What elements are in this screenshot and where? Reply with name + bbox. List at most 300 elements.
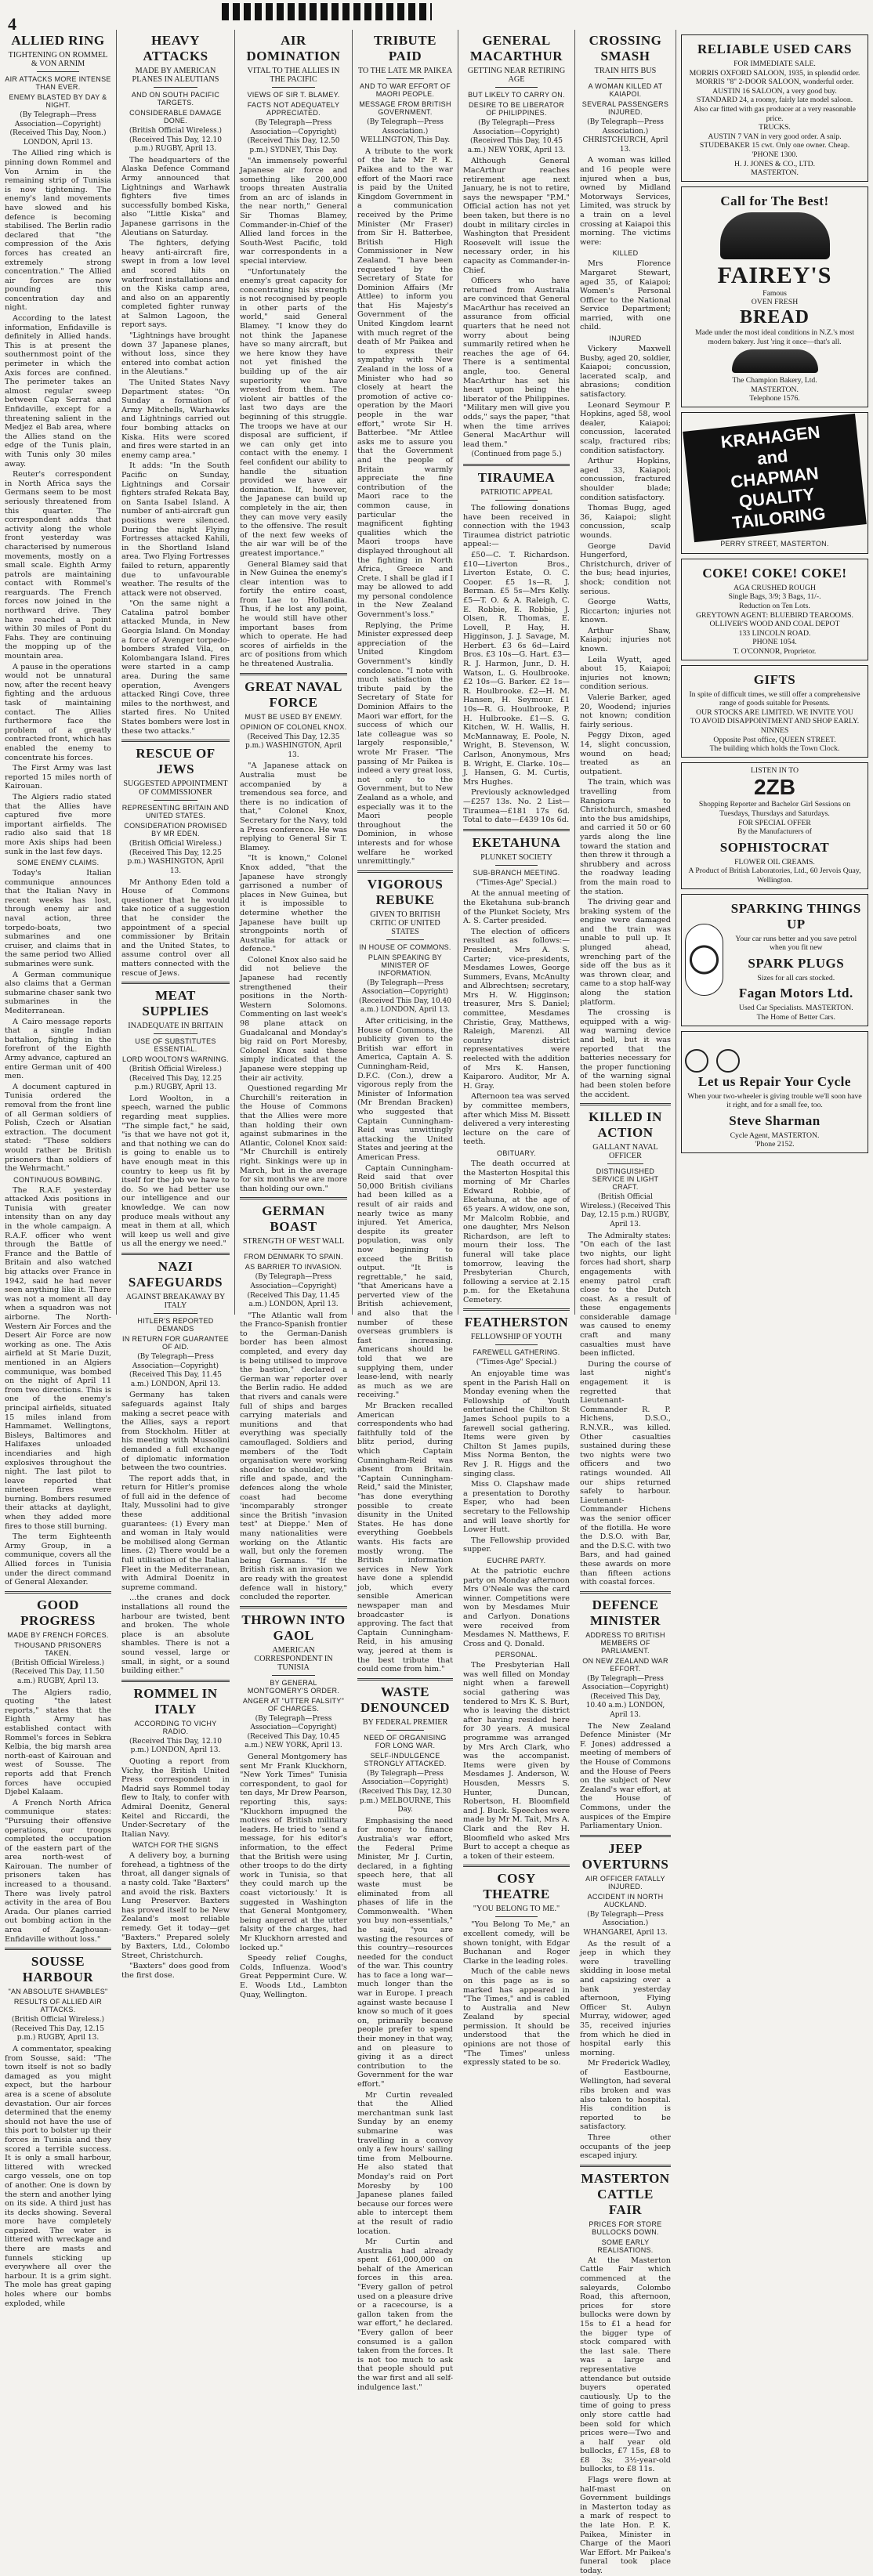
ad-line: SOPHISTOCRAT [719, 839, 830, 855]
paragraph: A pause in the operations would not be unnatural now, after the recent heavy fighting and the arduous task of maintaining contact. The Allies furthermore face the problem of a greatly contracted front, which has enabled the enemy to concentrate his forces. [5, 662, 111, 762]
headline: GERMAN BOAST [262, 1203, 325, 1235]
advertisement [681, 559, 868, 660]
rule [607, 78, 643, 79]
divider [357, 870, 453, 873]
ad-line: Telephone 1576. [749, 394, 800, 403]
headline: HEAVY ATTACKS [143, 33, 208, 63]
ad-line: Shopping Reporter and Bachelor Girl Sessions on Tuesdays, Thursdays and Saturdays. [698, 800, 851, 818]
deck: FELLOWSHIP OF YOUTH [470, 1333, 563, 1342]
article-body [121, 156, 230, 736]
paragraph: Afternoon tea was served by committee members, after which Miss M. Bissett delivered a very interesting lecture on the care of teeth. [463, 1092, 570, 1147]
paragraph: The First Army was last reported 15 miles north of Kairouan. [5, 764, 111, 791]
ad-line: MASTERTON. [751, 385, 799, 394]
logo-word: CHAPMAN [730, 463, 820, 492]
divider [580, 1103, 671, 1105]
subheading: DISTINGUISHED SERVICE IN LIGHT CRAFT. [592, 1167, 659, 1192]
ad-line: The Champion Bakery, Ltd. [732, 376, 817, 385]
divider [357, 1678, 453, 1681]
divider [463, 1308, 570, 1311]
ad-line: OVEN FRESH [751, 298, 799, 307]
bread-loaf-icon [732, 349, 818, 373]
logo-word: and [755, 446, 789, 469]
headline: TRIBUTE PAID [373, 33, 437, 63]
paragraph: Arthur Hopkins, aged 33, Kaiapoi; concussion, fractured shoulder blade; condition satisfactory. [580, 457, 671, 502]
divider [121, 1253, 230, 1255]
column-6 [575, 30, 676, 2575]
subheading: ON NEW ZEALAND WAR EFFORT. [582, 1656, 668, 1673]
ad-line: FOR SPECIAL OFFER [738, 818, 811, 827]
subheading: BY GENERAL MONTGOMERY'S ORDER. [247, 1678, 340, 1695]
ad-line: Single Bags, 3/9; 3 Bags, 11/-. [728, 592, 821, 602]
dateline: (Received This Day, 12.10 p.m.) LONDON, April 13. [129, 1737, 222, 1755]
paragraph: Reuter's correspondent in North Africa says the Germans seem to be most seriously threatened from this quarter. The correspondent adds that activity along the whole front yesterday was characterised by numerous movements, mostly on a small scale. Eighth Army patrols are maintaining contact with Rommel's rearguards. The French forces now joined in the northward drive. They have reached a point within 30 miles of Pont du Fahs. They are continuing the mopping up of the mountain area. [5, 470, 111, 661]
paragraph: "You Belong To Me," an excellent comedy, will be shown tonight, with Edgar Buchanan and Roger Clarke in the leading roles. [463, 1920, 570, 1966]
headline: VIGOROUS REBUKE [367, 876, 444, 907]
article-body [5, 149, 111, 856]
article-body [240, 762, 347, 1193]
subheading: OPINION OF COLONEL KNOX. [240, 722, 347, 731]
headline: GREAT NAVAL FORCE [245, 678, 342, 710]
dateline: (By Telegraph—Press Association—Copyright) (Received This Day, 11.45 a.m.) LONDON, April 13. [247, 1273, 340, 1309]
subheading: RESULTS OF ALLIED AIR ATTACKS. [13, 1998, 103, 2014]
divider [121, 982, 230, 984]
logo-word: KRAHAGEN [719, 421, 821, 452]
dateline: (By Telegraph—Press Association—Copyright) (Received This Day, 11.45 a.m.) LONDON, April 13. [129, 1352, 222, 1388]
paragraph: The crossing is equipped with a wig-wag warning device and bell, but it was reported that the batteries necessary for the proper functioning of the warning signal had been stolen before the accident. [580, 1008, 671, 1099]
paragraph: The R.A.F. yesterday attacked Axis positions in Tunisia with greater intensity than on any day in the whole campaign. A R.A.F. officer who went through the Battle of France and the Battle of Britain and also watched big attacks over France in 1942, said he had never seen anything like it. There was not a moment all day when a squadron was not airborne. The North-Western Air Forces and the Desert Air Force are now working as one. The Axis airfield at St Marie Duzit, mentioned in an Algiers communique, was bombed on the night of April 11 from two directions. This is one of the enemy's principal airfields, situated 15 miles inland from Hammamet. Wellingtons, Bisleys, Baltimores and Halifaxes unloaded incendiaries and high explosives throughout the night. The last pilot to leave reported that nineteen fires were burning. Bombers resumed their attacks at daylight, when they added more fires to those still burning. [5, 1185, 111, 1531]
paragraph: As the result of a jeep in which they were travelling skidding in loose metal and capsizing over a bank yesterday afternoon, Flying Officer St. Aubyn Murray, widower, aged 35, received injuries from which he died in hospital early this morning. [580, 1939, 671, 2057]
deck: GETTING NEAR RETIRING AGE [467, 67, 566, 84]
paragraph: At the annual meeting of the Eketahuna sub-branch of the Plunket Society, Mrs A. S. Carter presided. [463, 889, 570, 926]
dateline: (British Official Wireless.) (Received This Day, 12.15 p.m.) RUGBY, April 13. [11, 2016, 105, 2042]
divider [463, 464, 570, 466]
dateline: (By Telegraph—Press Association—Copyright) (Received This Day, 10.40 a.m.) LONDON, April 13. [358, 979, 451, 1015]
divider [463, 1865, 570, 1867]
ad-line: SPARKING THINGS UP [730, 900, 861, 932]
paragraph: The Algiers radio stated that the Allies have captured five more important airfields. The radio also said that 18 more Axis ships had been sunk in the last few days. [5, 792, 111, 856]
article-body [463, 1920, 570, 2068]
ad-line: TRUCKS. [759, 123, 791, 132]
paragraph: "Unfortunately the enemy's great capacity for concentrating his strength is not recognised by people in other parts of the world," said General Blamey. "I know they do not think the Japanese have so many aircraft, but we here know they have not yet finished the building up of the air superiority we have wrested from them. The violent air battles of the last two days are the beginning of this struggle. The troops we have at our disposal are sufficient, if we can only get into contact with the enemy. I feel confident our ability to handle the situation provided we have air domination. If, however, the Japanese can build up completely in the air, then they can move very easily to the offensive. The result of the next few weeks of the air war will be of the greatest importance." [240, 267, 347, 558]
paragraph: A Cairo message reports that a single Indian battalion, fighting in the forefront of the Eighth Army advance, captured an entire German unit of 400 men. [5, 1017, 111, 1081]
subheading: NEED OF ORGANISING FOR LONG WAR. [364, 1733, 447, 1749]
headline: GENERAL MACARTHUR [469, 33, 563, 63]
headline: THROWN INTO GAOL [241, 1612, 346, 1643]
paragraph: Mr Frederick Wadley, of Eastbourne, Wellington, had several ribs broken and was also taken to hospital. His condition is reported to be satisfactory. [580, 2059, 671, 2132]
dateline: ("Times-Age" Special.) [476, 1359, 557, 1367]
ad-line: PHONE 1054. [752, 638, 797, 647]
headline: MASTERTON CATTLE FAIR [581, 2170, 670, 2217]
headline: EKETAHUNA [472, 834, 561, 850]
divider [240, 1197, 347, 1199]
article-body [580, 156, 671, 247]
article-body [121, 1757, 230, 1839]
ad-line: In spite of difficult times, we still offer a comprehensive range of goods suitable for Presents. [689, 689, 860, 708]
divider [240, 1606, 347, 1608]
paragraph: Colonel Knox also said he did not believe the Japanese had recently strengthened their positions in the North-Western Solomons. Commenting on last week's 98 plane attack on Guadalcanal and Monday's big raid on Port Moresby, Colonel Knox said these simply indicated that the Japanese were stepping up their air activity. [240, 955, 347, 1083]
headline: MEAT SUPPLIES [142, 988, 209, 1019]
divider [5, 1591, 111, 1594]
paragraph: A woman was killed and 16 people were injured when a bus, owned by Midland Motorways Services, Limited, was struck by a train on a level crossing at Kaiapoi this morning. The victims were: [580, 156, 671, 247]
paragraph: At the Masterton Cattle Fair which commenced at the saleyards, Colombo Road, this afternoon, prices for store bullocks were down by 15s to £1 a head for the bigger type of stock compared with the last sale. There was a large and representative attendance but outside buyers operated cautiously. Up to the time of going to press only store cattle had been sold for which prices were—Two and a half year old bullocks, £7 15s, £8 to £8 3s; 3½-year-old bullocks, to £8 11s. [580, 2256, 671, 2474]
rule [495, 1344, 538, 1345]
subheading: SOME EARLY REALISATIONS. [597, 2238, 654, 2254]
rule [272, 1249, 315, 1250]
ad-line: Opposite Post office, QUEEN STREET. [713, 735, 836, 744]
rule [495, 865, 538, 866]
ad-line: TO AVOID DISAPPOINTMENT AND SHOP EARLY. [690, 717, 860, 726]
ad-line: FLOWER OIL CREAMS. [734, 857, 815, 867]
ad-line: SPARK PLUGS [748, 955, 845, 971]
rule [154, 800, 197, 801]
article-body [5, 1688, 111, 1945]
ad-line: Fagan Motors Ltd. [738, 986, 853, 1001]
advertisement [681, 186, 868, 407]
subheading: LORD WOOLTON'S WARNING. [122, 1055, 229, 1064]
subheading: IN HOUSE OF COMMONS. [359, 942, 451, 951]
paragraph: Quoting a report from Vichy, the British United Press correspondent in Madrid says Rommel today flew to Italy, to confer with Admiral Doenitz, General Keitel and Riccardi, the Under-Secretary of the Italian Navy. [121, 1757, 230, 1839]
paragraph: ...the cranes and dock installations all round the harbour are twisted, bent and broken. The whole place is an absolute shambles. There is not a sound vessel, large or small, in sight, or a sound building either." [121, 1594, 230, 1676]
divider [121, 1680, 230, 1682]
deck: SUGGESTED APPOINTMENT OF COMMISSIONER [123, 780, 228, 798]
subheading: AS BARRIER TO INVASION. [245, 1263, 342, 1272]
dateline: (By Telegraph—Press Association—Copyright) (Received This Day, 12.30 p.m.) MELBOURNE, This Day. [358, 1769, 451, 1814]
ad-line: Famous [763, 288, 787, 298]
article-body [5, 2045, 111, 2308]
ad-text [728, 898, 864, 1022]
paragraph: George Watts, Riccarton; injuries not known. [580, 598, 671, 625]
paragraph: £50—C. T. Richardson. £10—Liverton Bros., Liverton Estate, O. C. Cooper. £5 1s—R. J. Berman. £5 5s—Mrs Kelly. £5—T. O. & A. Raleigh, C. E. Robbie, E. Robbie, J. Olsen, R. Thomas, E. Lovell, P. Hay, H. Higginson, J. J. Savage, M. Herbert. £3 6s 6d—Laird Bros. £3 10s—G. Hart. £3—R. J. Harmon, Junr., D. H. Watson, L. G. Houlbrooke. £2 10s—G. Barker. £2 1s—R. Houlbrooke. £2—H. M. Hansen, H. Seymour. £1 10s—R. G. Houlbrooke, P. H. Hulbrooke. £1—S. G. Kitchen, W. H. Wallis, H. McMannaway, E. Poole, N. Wright, B. Stevenson, W. Carlson, Anonymous, Mrs B. Wright, E. Clarke. 10s—J. Hansen, G. M. Curtis, Mrs Hughes. [463, 550, 570, 787]
logo-tagline: QUALITY TAILORING [731, 483, 827, 533]
headline: JEEP OVERTURNS [581, 1840, 669, 1872]
rule [154, 87, 197, 88]
paragraph: "On the same night a Catalina patrol bomber attacked Munda, in New Georgia Island. On Monday a force of Avenger torpedo-bombers strafed Vila, on Kolombangara Island. Fires were started in a camp area. During the same operation, Avengers attacked Ringi Cove, three miles to the northwest, and started fires. No United States bombers were lost in these two attacks." [121, 599, 230, 736]
dateline: (British Official Wireless.) (Received This Day, 12.15 p.m.) RUGBY, April 13. [580, 1193, 671, 1228]
subheading: AIR ATTACKS MORE INTENSE THAN EVER. [5, 75, 111, 91]
headline: TIRAUMEA [477, 469, 556, 485]
subheading: REPRESENTING BRITAIN AND UNITED STATES. [121, 804, 230, 820]
paragraph: "An immensely powerful Japanese air force and something like 200,000 troops threaten Australia from an arc of islands in the near north," General Sir Thomas Blamey, Commander-in-Chief of the Allied land forces in the South-West Pacific, told war correspondents in a special interview. [240, 157, 347, 266]
paragraph: "Lightnings have brought down 37 Japanese planes, without loss, since they entered into combat action in the Aleutians." [121, 331, 230, 377]
advertisement [681, 1031, 868, 1153]
subheading: SUB-BRANCH MEETING. [473, 868, 560, 877]
ad-line: RELIABLE USED CARS [697, 42, 852, 56]
ad-line: Made under the most ideal conditions in N.Z.'s most modern bakery. Just 'ring it once—that's all. [694, 327, 854, 346]
ad-line: The building which holds the Town Clock. [709, 744, 840, 754]
headline: AIR DOMINATION [246, 33, 341, 63]
deck: GIVEN TO BRITISH CRITIC OF UNITED STATES [370, 910, 440, 936]
dateline: (British Official Wireless.) (Received This Day, 12.10 p.m.) RUGBY, April 13. [129, 127, 223, 154]
paragraph: "It is known," Colonel Knox added, "that the Japanese have strongly garrisoned a number of places in New Guinea, but it is impossible to determine whether the Japanese have built up strongpoints north of Australia for attack or defence." [240, 854, 347, 954]
subheading: FROM DENMARK TO SPAIN. [244, 1253, 343, 1261]
ad-line: Steve Sharman [729, 1113, 820, 1128]
column-4 [353, 30, 458, 2392]
subheading: IN RETURN FOR GUARANTEE OF AID. [122, 1334, 229, 1351]
ad-line: 2ZB [754, 775, 795, 800]
ad-line: BREAD [739, 306, 810, 327]
advertisement [681, 762, 868, 889]
rule [386, 939, 425, 940]
article-body [580, 1940, 671, 2161]
deck: INADEQUATE IN BRITAIN [128, 1022, 223, 1031]
ad-line: 'PHONE 1300. [752, 150, 798, 159]
ad-line: Sizes for all cars stocked. [757, 973, 835, 982]
column-5 [458, 30, 575, 2068]
paragraph: The headquarters of the Alaska Defence Command Army announced that Lightnings and Warhawk fighters five times successfully bombed Kiska, also "Little Kiska" and Japanese garrisons in the Aleutians on Saturday. [121, 155, 230, 237]
ad-line: A Product of British Laboratories, Ltd., 60 Jervois Quay, Wellington. [688, 867, 861, 885]
wheel [685, 1049, 708, 1073]
subheading: PLAIN SPEAKING BY MINISTER OF INFORMATION. [368, 953, 443, 977]
paragraph: The Admiralty states: "On each of the last two nights, our light forces had short, sharp engagements with enemy patrol craft close to the Dutch coast. As a result of these engagements considerable damage was caused to enemy craft and many casualties must have been inflicted. [580, 1231, 671, 1359]
rule [386, 1730, 425, 1731]
ad-line: AUSTIN 7 VAN in very good order. A snip. [708, 132, 842, 141]
subheading: ENEMY BLASTED BY DAY & NIGHT. [9, 93, 107, 109]
article-body [5, 869, 111, 1174]
paragraph: General Blamey said that in New Guinea the enemy's clear intention was to fortify the entire coast, from Lae to Hollandia. Thus, if he lost any point, he would still have other important bases from which to operate. He had scores of airfields in the arc of positions from which he threatened Australia. [240, 559, 347, 669]
paragraph: The New Zealand Defence Minister (Mr F. Jones) addressed a meeting of members of the House of Commons and the House of Peers on the subject of New Zealand's war effort, at the House of Commons, under the auspices of the Empire Parliamentary Union. [580, 1721, 671, 1831]
subheading: THOUSAND PRISONERS TAKEN. [14, 1641, 102, 1657]
rule [272, 87, 315, 88]
subheading: AND TO WAR EFFORT OF MAORI PEOPLE. [359, 82, 451, 98]
divider [121, 740, 230, 742]
page-number: 4 [8, 14, 16, 34]
ad-line: MASTERTON. [751, 168, 799, 178]
paragraph: Arthur Shaw, Kaiapoi; injuries not known. [580, 626, 671, 654]
divider [463, 829, 570, 831]
ad-line: When your two-wheeler is giving trouble we'll soon have it right, and for a small fee, too. [687, 1091, 862, 1110]
subheading: VIEWS OF SIR T. BLAMEY. [247, 91, 340, 99]
paragraph: "The Atlantic wall from the Franco-Spanish frontier to the German-Danish border has been almost completed, and every day is being utilised to improve the bastion," declared a German war reporter over the Berlin radio. He added that rivers and canals were full of ships and barges carrying materials and munitions and that everything was specially camouflaged. Soldiers and members of the Todt organisation were working shoulder to shoulder, with rifle and spade, and the defences along the whole coast had become 'incomparably stronger since the British "invasion test" at Dieppe.' Men of many nationalities were working on the Atlantic wall, but only the foremen being Germans. "If the British risk an invasion we are ready with the greatest defence wall in history," concluded the reporter. [240, 1311, 347, 1602]
ad-line: By the Manufacturers of [737, 827, 812, 837]
paragraph: The driving gear and braking system of the engine were damaged and the train was unable to pull up. It plunged ahead, wrenching part of the side off the bus as it was thrown clear, and came to a stop half-way along the station platform. [580, 898, 672, 1007]
paragraph: "Baxters" does good from the first dose. [121, 1962, 230, 1980]
dateline: (By Telegraph—Press Association—Copyright) (Received This Day, 10.45 a.m.) NEW YORK, April 13. [245, 1714, 342, 1750]
bicycle-icon [685, 1035, 740, 1071]
column-3 [235, 30, 353, 1999]
subheading: DESIRE TO BE LIBERATOR OF PHILIPPINES. [469, 101, 564, 117]
subheading: ACCORDING TO VICHY RADIO. [134, 1719, 217, 1735]
paragraph: Speedy relief Coughs, Colds, Influenza. Wood's Great Peppermint Cure. W. E. Woods Ltd., Lambton Quay, Wellington. [240, 1954, 347, 1999]
article-body [357, 147, 453, 867]
paragraph: Germany has taken safeguards against Italy making a secret peace with the Allies, says a report from Stockholm. Hitler at his meeting with Mussolini demanded a full exchange of diplomatic information between the two countries. [121, 1391, 230, 1473]
paragraph: The report adds that, in return for Hitler's promise of full aid in the defence of Italy, Mussolini had to give these additional guarantees: (1) Every man and woman in Italy would be mobilised along German lines. (2) There would be a full utilisation of the Italian Fleet in the Mediterranean, with Admiral Doenitz in supreme command. [121, 1474, 230, 1592]
subheading: INJURED [609, 335, 642, 343]
ad-line: FAIREY'S [717, 262, 832, 288]
ad-line: Also car fitted with gas producer at a very reasonable price. [694, 104, 856, 123]
ad-line: 'Phone 2152. [755, 1140, 795, 1149]
paragraph: Captain Cunningham-Reid said that over 50,000 British civilians had been killed as a result of air raids and nearly twice as many injured. Yet America, despite its greater population, was only now beginning to exceed the British output. "It is regrettable," he said, "that Americans have a perverted view of the British achievement, and also that the number of these overseas grumblers is fast increasing. Americans should be told that we are supplying them, under lease-lend, with nearly as much as we are receiving." [357, 1163, 453, 1400]
subheading: CONTINUOUS BOMBING. [13, 1175, 103, 1184]
article-body [580, 259, 671, 332]
dateline: (By Telegraph—Press Association—Copyright) (Received This Day, Noon.) LONDON, April 13. [9, 111, 107, 147]
paragraph: Mr Curtin revealed that the Allied merchantman sunk last Sunday by an enemy submarine was travelling in a convoy only a few hours' sailing time from Melbourne. He also stated that Monday's raid on Port Moresby by 100 Japanese planes failed because our forces were able to intercept them at the result of radio location. [357, 2090, 453, 2236]
article-body [463, 1661, 570, 1861]
paragraph: Mrs Florence Margaret Stewart, aged 35, of Kaiapoi; Women's Personal Officer to the National Service Department; married, with one child. [580, 259, 671, 332]
ad-line: Reduction on Ten Lots. [739, 602, 810, 611]
bread-loaf-icon [720, 212, 830, 259]
paragraph: Leila Wyatt, aged about 15, Kaiapoi; injuries not known; condition serious. [580, 655, 671, 692]
subheading: ANGER AT "UTTER FALSITY" OF CHARGES. [242, 1696, 345, 1713]
article-body [357, 1017, 453, 1674]
subheading: MESSAGE FROM BRITISH GOVERNMENT. [359, 100, 451, 116]
subheading: PRICES FOR STORE BULLOCKS DOWN. [589, 2220, 662, 2236]
article-body [580, 345, 671, 1099]
subheading: MUST BE USED BY ENEMY. [245, 712, 342, 721]
paragraph: Vickery Maxwell Busby, aged 20, soldier, Kaiapoi; concussion, lacerated scalp, and abrasions; condition satisfactory. [580, 345, 671, 400]
advertisement [681, 412, 868, 554]
column-2 [117, 30, 235, 1980]
paragraph: An enjoyable time was spent in the Parish Hall on Monday evening when the Fellowship of Youth entertained the Chilton St James School pupils to a farewell social gathering. Items were given by Chilton St James pupils, Miss Norma Benton, the Rev J. R. Higgs and the singing class. [463, 1369, 570, 1478]
subheading: CONSIDERATION PROMISED BY MR EDEN. [124, 822, 227, 838]
paragraph: After criticising, in the House of Commons, the publicity given to the British war effort in America, Captain A. S. Cunningham-Reid, D.F.C. (Con.), drew a vigorous reply from the Minister of Information (Mr Brendan Bracken) who suggested that Captain Cunningham-Reid was unwittingly attacking the United States and jeering at the American Press. [357, 1017, 453, 1162]
subheading: MADE BY FRENCH FORCES. [7, 1630, 109, 1639]
article-body [240, 157, 347, 668]
dateline: (By Telegraph—Press Association.) CHRISTCHURCH, April 13. [582, 118, 668, 154]
page-header [0, 0, 873, 33]
paragraph: Replying, the Prime Minister expressed deep appreciation of the United Kingdom Government's kindly condolence. "I note with much satisfaction the tribute paid by the Secretary of State for Dominion Affairs to the Maori war effort, for the success of which our late colleague was so largely responsible," wrote Mr Fraser. "The passing of Mr Paikea is indeed a very great loss, not only to the Government, but to New Zealand as a whole, and especially was it to the Maori people throughout the Dominion, in whose interests and for whose welfare he worked unremittingly." [357, 620, 453, 867]
subheading: WATCH FOR THE SIGNS [132, 1841, 219, 1850]
paragraph: The Algiers radio, quoting "the latest reports," states that the Eighth Army has established contact with Rommel's forces in Sebkra Kelbia, the big marsh area north-east of Kairouan and west of Sousse. The reports add that French forces have occupied Djebel Kalaam. [5, 1688, 111, 1797]
paragraph: The term Eighteenth Army Group, in a communique, covers all the Allied forces in Tunisia under the direct command of General Alexander. [5, 1532, 111, 1587]
ad-line: MORRIS OXFORD SALOON, 1935, in splendid order. [689, 68, 860, 78]
deck: "YOU BELONG TO ME." [473, 1905, 560, 1914]
deck: TIGHTENING ON ROMMEL & VON ARNIM [8, 51, 108, 68]
headline: KILLED IN ACTION [589, 1109, 662, 1141]
headline: WASTE DENOUNCED [360, 1684, 451, 1715]
ad-line: FOR IMMEDIATE SALE. [734, 60, 816, 68]
ad-line: OUR STOCKS ARE LIMITED. WE INVITE YOU [696, 707, 853, 717]
dateline: ("Times-Age" Special.) [476, 878, 557, 887]
article-body [463, 1567, 570, 1648]
paragraph: "A Japanese attack on Australia must be accompanied by a tremendous sea force, and there is no indication of that," Colonel Knox, Secretary for the Navy, told a Press conference. He was replying to General Sir T. Blamey. [240, 762, 347, 852]
paragraph: Lord Woolton, in a speech, warned the public regarding meat supplies. "The simple fact," he said, "is that we have not got it, and that nothing we can do is going to enable us to have enough meat in this country to keep us fit by itself for the job we have to do. So we had better use our intelligence and our knowledge. We can now produce meals without any meat in them at all, which will keep us well and give us all the energy we need." [121, 1094, 230, 1249]
paragraph: A delivery boy, a burning forehead, a tightness of the throat, all danger signals of a nasty cold. Take "Baxters" and avoid the risk. Baxters Lung Preserver. Baxters has proved itself to be New Zealand's most reliable remedy. Get it today—get "Baxters." Prepared solely by Baxters, Ltd., Colombo Street, Christchurch. [121, 1851, 230, 1960]
paragraph: The Allied ring which is pinning down Rommel and Von Arnim in the remaining strip of Tunisia is now tightening. The enemy's land movements have slowed and his defence is becoming stabilised. The Berlin radio declared that "the compression of the Axis forces has created an extremely strong concentration." The Allied air forces are now pounding this concentration day and night. [5, 149, 111, 313]
headline: FEATHERSTON [464, 1315, 569, 1330]
article-body [240, 1954, 347, 1999]
deck: GALLANT NAVAL OFFICER [592, 1143, 658, 1161]
paragraph: Miss O. Clapshaw made a presentation to Dorothy Esper, who had been secretary to the Fellowship and will leave shortly for Lower Hutt. [463, 1480, 570, 1535]
deck: VITAL TO THE ALLIES IN THE PACIFIC [247, 67, 340, 84]
paragraph: Questioned regarding Mr Churchill's reiteration in the House of Commons that the Allies were more than holding their own against submarines in the Atlantic, Colonel Knox said: "Mr Churchill is entirely right. Sinkings were up in March, but in the average for six months we are more than holding our own." [240, 1084, 347, 1193]
column-1 [0, 30, 117, 2308]
rule [154, 1313, 197, 1314]
article-body [121, 1391, 230, 1675]
article-body [357, 1817, 453, 2392]
plug-ad [685, 898, 864, 1022]
paragraph: The United States Navy Department states: "On Sunday a formation of Army Mitchells, Warhawks and Lightnings carried out four bombing attacks on Kiska. Hits were scored and fires were started in an enemy camp area." [121, 378, 230, 460]
article-body [463, 889, 570, 1147]
subheading: FACTS NOT ADEQUATELY APPRECIATED. [247, 101, 340, 117]
subheading: OBITUARY. [497, 1149, 536, 1157]
subheading: SEVERAL PASSENGERS INJURED. [581, 100, 669, 116]
subheading: AIR OFFICER FATALLY INJURED. [585, 1874, 665, 1890]
dateline: (Continued from page 5.) [471, 450, 562, 459]
paragraph: Mr Curtin and Australia had already spent £61,000,000 on behalf of the American forces in this area. "Every gallon of petrol used on a pleasure drive or a racecourse, is a gallon taken from the war effort," he declared. "Every gallon of beer consumed is a gallon taken from the forces. It is not too much to ask that people should put the war first and all self-indulgence last." [357, 2238, 453, 2392]
dateline: (British Official Wireless.) (Received This Day, 12.25 p.m.) RUGBY, April 13. [129, 1065, 223, 1092]
ad-line: Call for The Best! [720, 193, 829, 208]
ad-line: COKE! COKE! COKE! [702, 565, 847, 581]
subheading: ADDRESS TO BRITISH MEMBERS OF PARLIAMENT. [585, 1630, 665, 1655]
paragraph: A document captured in Tunisia ordered the removal from the front line of all German soldiers of Polish, Czech or Alsatian extraction. The document stated: "These soldiers would rather be British prisoners than soldiers of the Wehrmacht." [5, 1082, 111, 1174]
ad-line: GIFTS [753, 671, 796, 687]
subheading: PERSONAL. [494, 1651, 538, 1659]
paragraph: Peggy Dixon, aged 14, slight concussion, wound on head; treated as an outpatient. [580, 731, 671, 776]
subheading: CONSIDERABLE DAMAGE DONE. [129, 109, 222, 125]
article-body [463, 504, 570, 825]
wheel [716, 1049, 740, 1073]
dateline: (By Telegraph—Press Association.) WHANGAREI, April 13. [583, 1910, 668, 1937]
headline: SOUSSE HARBOUR [22, 1954, 94, 1985]
subheading: KILLED [612, 249, 639, 258]
masthead-fragment [222, 3, 432, 20]
subheading: "AN ABSOLUTE SHAMBLES" [8, 1988, 108, 1996]
subheading: AND ON SOUTH PACIFIC TARGETS. [131, 91, 220, 107]
article-body [580, 2256, 671, 2576]
dateline: (By Telegraph—Press Association—Copyright) (Received This Day, 12.50 p.m.) SYDNEY, This Day. [247, 119, 340, 154]
subheading: USE OF SUBSTITUTES ESSENTIAL. [135, 1037, 216, 1054]
ad-line: GREYTOWN AGENT: BLUEBIRD TEAROOMS. [696, 610, 853, 620]
divider [580, 1591, 671, 1594]
tailor-logo [683, 414, 867, 542]
ad-line: AUSTIN 16 SALOON, a very good buy. [712, 86, 837, 96]
paragraph: The Fellowship provided supper. [463, 1536, 570, 1554]
paragraph: A French North Africa communique states: "Pursuing their offensive operations, our troops completed the occupation of the eastern part of the area north-west of Kairouan. The number of prisoners taken has increased to a thousand. There was lively patrol activity in the area of Bou Arada. Our planes carried out bombing action in the area of Zaghouan-Enfidaville without loss." [5, 1798, 111, 1944]
ad-line: H. J. JONES & CO., LTD. [734, 159, 815, 168]
rule [495, 500, 538, 501]
article-body [463, 1369, 570, 1554]
article-body [5, 1186, 111, 1587]
deck: STRENGTH OF WEST WALL [242, 1237, 345, 1246]
paragraph: General Montgomery has sent Mr Frank Kluckhorn, "New York Times" Tunisia correspondent, to gaol for ten days, Mr Drew Pearson, reporting this, says: "Kluckhorn impugned the motives of British military leaders. He tried to 'send a message, for his editor's information, to the effect that the British were using other troops to do the dirty work in Tunisia, so that they could march up the coast victoriously.' It is suggested in Washington that General Montgomery, being angered at the utter falsity of the charges, had Mr Kluckhorn arrested and locked up." [240, 1753, 348, 1952]
paragraph: A German communique also claims that a German submarine chaser sank two submarines in the Mediterranean. [5, 970, 111, 1015]
article-body [463, 1160, 570, 1305]
deck: AGAINST BREAKAWAY BY ITALY [125, 1292, 226, 1310]
paragraph: Previously acknowledged—£257 13s. No. 2 List—Tiraumea—£181 17s 6d. Total to date—£439 10s 6d. [463, 788, 570, 825]
paragraph: The Presbyterian Hall was well filled on Monday night when a farewell social gathering was tendered to Mrs K. S. Burt, who is leaving the district after having resided here for 30 years. A musical programme was arranged by Mrs Arch Clark, who was the accompanist. Items were given by Mesdames J. Anderson, W. Housden, Messrs S. Hunter, Duncan, Robertson, H. Bloomfield and J. Buck. Speeches were made by Mr M. Tait, Mrs A. Clark and the Rev H. Bloomfield who asked Mrs Burt to accept a cheque as a token of their esteem. [463, 1661, 570, 1861]
ad-line: T. O'CONNOR, Proprietor. [733, 647, 817, 657]
paragraph: During the course of last night's engagement it is regretted that Lieutenant-Commander R. P. Hichens, D.S.O., R.N.V.R., was killed. Other casualties sustained during these two nights were two officers and two ratings wounded. All our ships returned safely to harbour. Lieutenant-Commander Hichens was the senior officer of the flotilla. He wore the D.S.O. with Bar, and the D.S.C. with two Bars, and had gained these awards on more than fifteen actions with coastal forces. [580, 1359, 671, 1587]
headline: GOOD PROGRESS [20, 1597, 96, 1628]
advertisement [681, 665, 868, 758]
ad-line: 133 LINCOLN ROAD. [738, 628, 811, 638]
deck: TO THE LATE MR PAIKEA [357, 67, 453, 75]
paragraph: Mr Bracken recalled American correspondents who had faithfully told of the blitz period, during which Captain Cunningham-Reid was absent from Britain. "Captain Cunningham-Reid," said the Minister, "has done everything possible to create disunity in the United States. He has done everything Goebbels wants. His facts are mostly wrong. The British information services in New York have done a splendid job, which every sensible American newspaper man and broadcaster is approving. The fact that Captain Cunningham-Reid, in his amusing way, jeered at them is the best tribute that could come from him." [357, 1402, 453, 1674]
headline: CROSSING SMASH [589, 33, 662, 63]
ad-line: Let us Repair Your Cycle [698, 1073, 851, 1089]
headline: DEFENCE MINISTER [590, 1597, 661, 1628]
divider [240, 673, 347, 675]
spark-plug-icon [685, 924, 723, 996]
subheading: EUCHRE PARTY. [487, 1556, 546, 1565]
ad-line: Used Car Specialists. MASTERTON. [738, 1004, 853, 1013]
paragraph: Mr Anthony Eden told a House of Commons questioner that he would take notice of a suggestion that he consider the appointment of a special commissioner by Britain and the United States, to assume control over all matters connected with the rescue of Jews. [121, 877, 230, 978]
article-body [580, 1232, 671, 1587]
paragraph: Today's Italian communique announces that the Italian Navy in recent weeks has lost, through enemy air and naval action, three torpedo-boats, two submarines and one cruiser, and claims that in the same period two Allied submarines were sunk. [5, 869, 111, 969]
divider [5, 1948, 111, 1950]
dateline: (By Telegraph—Press Association—Copyright) (Received This Day, 10.40 a.m.) LONDON, April 13. [581, 1674, 669, 1720]
paragraph: A tribute to the work of the late Mr P. K. Paikea and to the war effort of the Maori race is paid by the United Kingdom Government in a communication received by the Prime Minister (Mr Fraser) from Sir H. Batterbee, British High Commissioner in New Zealand. "I have been requested by the Secretary of State for Dominion Affairs (Mr Attlee) to inform you that His Majesty's Government of the United Kingdom learnt with much regret of the death of Mr Paikea and to express their sympathy with New Zealand in the loss of a Minister who had so closely at heart the promotion of active co-operation by the Maori people in the war effort," wrote Sir H. Batterbee. "Mr Attlee asks me to assure you that the Government and the people of Britain warmly appreciate the fine contribution of the Maori race to the common cause, in particular the magnificent fighting qualities which the Maori troops have displayed throughout all the fighting in North Africa, Greece and Crete. I shall be glad if I may be allowed to add my personal condolence in the New Zealand Government's loss." [357, 147, 453, 620]
article-body [463, 157, 570, 449]
subheading: A WOMAN KILLED AT KAIAPOI. [588, 82, 663, 98]
rule [495, 1916, 538, 1917]
ad-line: NINNES [760, 726, 789, 735]
divider [580, 1835, 671, 1837]
paragraph: According to the latest information, Enfidaville is definitely in Allied hands. This is at present the southernmost point of the perimeter in which the Axis forces are confined. The perimeter takes an almost regular sweep between Cap Serrat and Enfidaville, except for a threatening salient in the Medjez el Bab area, where the Allies stand on the edge of the Tunis plain, with Tunis only 30 miles away. [5, 314, 111, 469]
paragraph: The fighters, defying heavy anti-aircraft fire, swept in from a low level and scored hits on waterfront installations and on the Kiska camp area, and also on an apparently completed fighter runway at Salmon Lagoon, the report says. [121, 239, 230, 330]
rule [272, 1675, 315, 1676]
advertisement [681, 34, 868, 182]
